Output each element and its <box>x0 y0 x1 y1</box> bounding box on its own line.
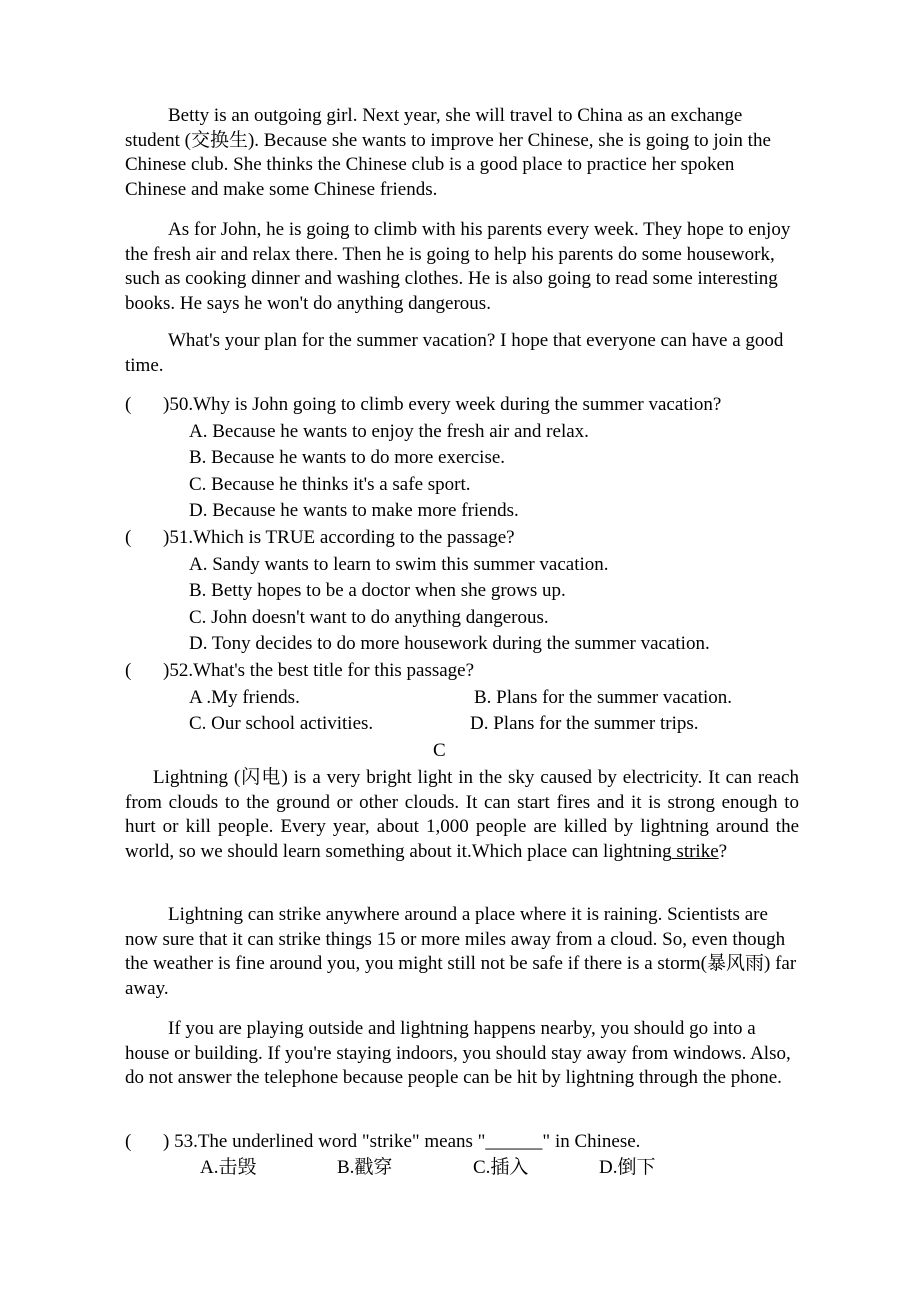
answer-bracket[interactable]: ( <box>125 527 132 548</box>
question-53-option-a: A.击毁 <box>200 1157 257 1178</box>
answer-bracket[interactable]: ( <box>125 660 132 681</box>
section-c-heading: C <box>433 740 446 761</box>
question-53-option-d: D.倒下 <box>599 1157 656 1178</box>
question-50-option-c: C. Because he thinks it's a safe sport. <box>189 474 471 495</box>
passage-b-paragraph-2: As for John, he is going to climb with his parents every week. They hope to enjoy the fresh air and relax there. Then he is going to help his parents do some housework, such as cooking dinner and washing clothes. He is also going to read some interesting books. He says he won't do anything dangerous. <box>125 219 791 314</box>
question-50-stem: ( )50.Why is John going to climb every week during the summer vacation? <box>125 394 722 415</box>
question-50-option-d: D. Because he wants to make more friends. <box>189 500 519 521</box>
answer-bracket[interactable]: ( <box>125 1131 132 1152</box>
question-51-stem: ( )51.Which is TRUE according to the passage? <box>125 527 515 548</box>
section-c-paragraph-3: If you are playing outside and lightning happens nearby, you should go into a house or building. If you're staying indoors, you should stay away from windows. Also, do not answer the telephone because people can be hit by lightning through the phone. <box>125 1018 791 1089</box>
question-52-option-b: B. Plans for the summer vacation. <box>474 687 733 708</box>
question-51-option-a: A. Sandy wants to learn to swim this summer vacation. <box>189 554 609 575</box>
underlined-word-strike: strike <box>671 840 719 862</box>
section-c-paragraph-1: Lightning (闪电) is a very bright light in the sky caused by electricity. It can reach from clouds to the ground or other clouds. It can start fires and it is strong enough to hurt or kill people. Every year, about 1,000 people are killed by lightning around the world, so we should learn something about it.Which place can lightning strike? <box>125 767 799 862</box>
section-c-paragraph-2: Lightning can strike anywhere around a place where it is raining. Scientists are now sure that it can strike things 15 or more miles away from a cloud. So, even though the weather is fine around you, you might still not be safe if there is a storm(暴风雨) far away. <box>125 904 797 999</box>
question-50-option-b: B. Because he wants to do more exercise. <box>189 447 506 468</box>
question-51-option-d: D. Tony decides to do more housework during the summer vacation. <box>189 633 710 654</box>
question-52-option-a: A .My friends. <box>189 687 300 708</box>
question-53-stem: ( ) 53.The underlined word "strike" means "______" in Chinese. <box>125 1131 641 1152</box>
question-53-option-c: C.插入 <box>473 1157 529 1178</box>
answer-bracket[interactable]: ( <box>125 394 132 415</box>
passage-b-paragraph-3: What's your plan for the summer vacation? I hope that everyone can have a good time. <box>125 330 784 376</box>
question-52-option-c: C. Our school activities. <box>189 713 374 734</box>
passage-b-paragraph-1: Betty is an outgoing girl. Next year, she will travel to China as an exchange student (交换生). Because she wants to improve her Chinese, she is going to join the Chinese club. She thinks the Chinese club is a good place to practice her spoken Chinese and make some Chinese friends. <box>125 105 771 200</box>
question-51-option-b: B. Betty hopes to be a doctor when she grows up. <box>189 580 566 601</box>
question-52-stem: ( )52.What's the best title for this passage? <box>125 660 475 681</box>
question-53-option-b: B.戳穿 <box>337 1157 393 1178</box>
question-51-option-c: C. John doesn't want to do anything dangerous. <box>189 607 549 628</box>
question-50-option-a: A. Because he wants to enjoy the fresh air and relax. <box>189 421 589 442</box>
question-52-option-d: D. Plans for the summer trips. <box>470 713 699 734</box>
